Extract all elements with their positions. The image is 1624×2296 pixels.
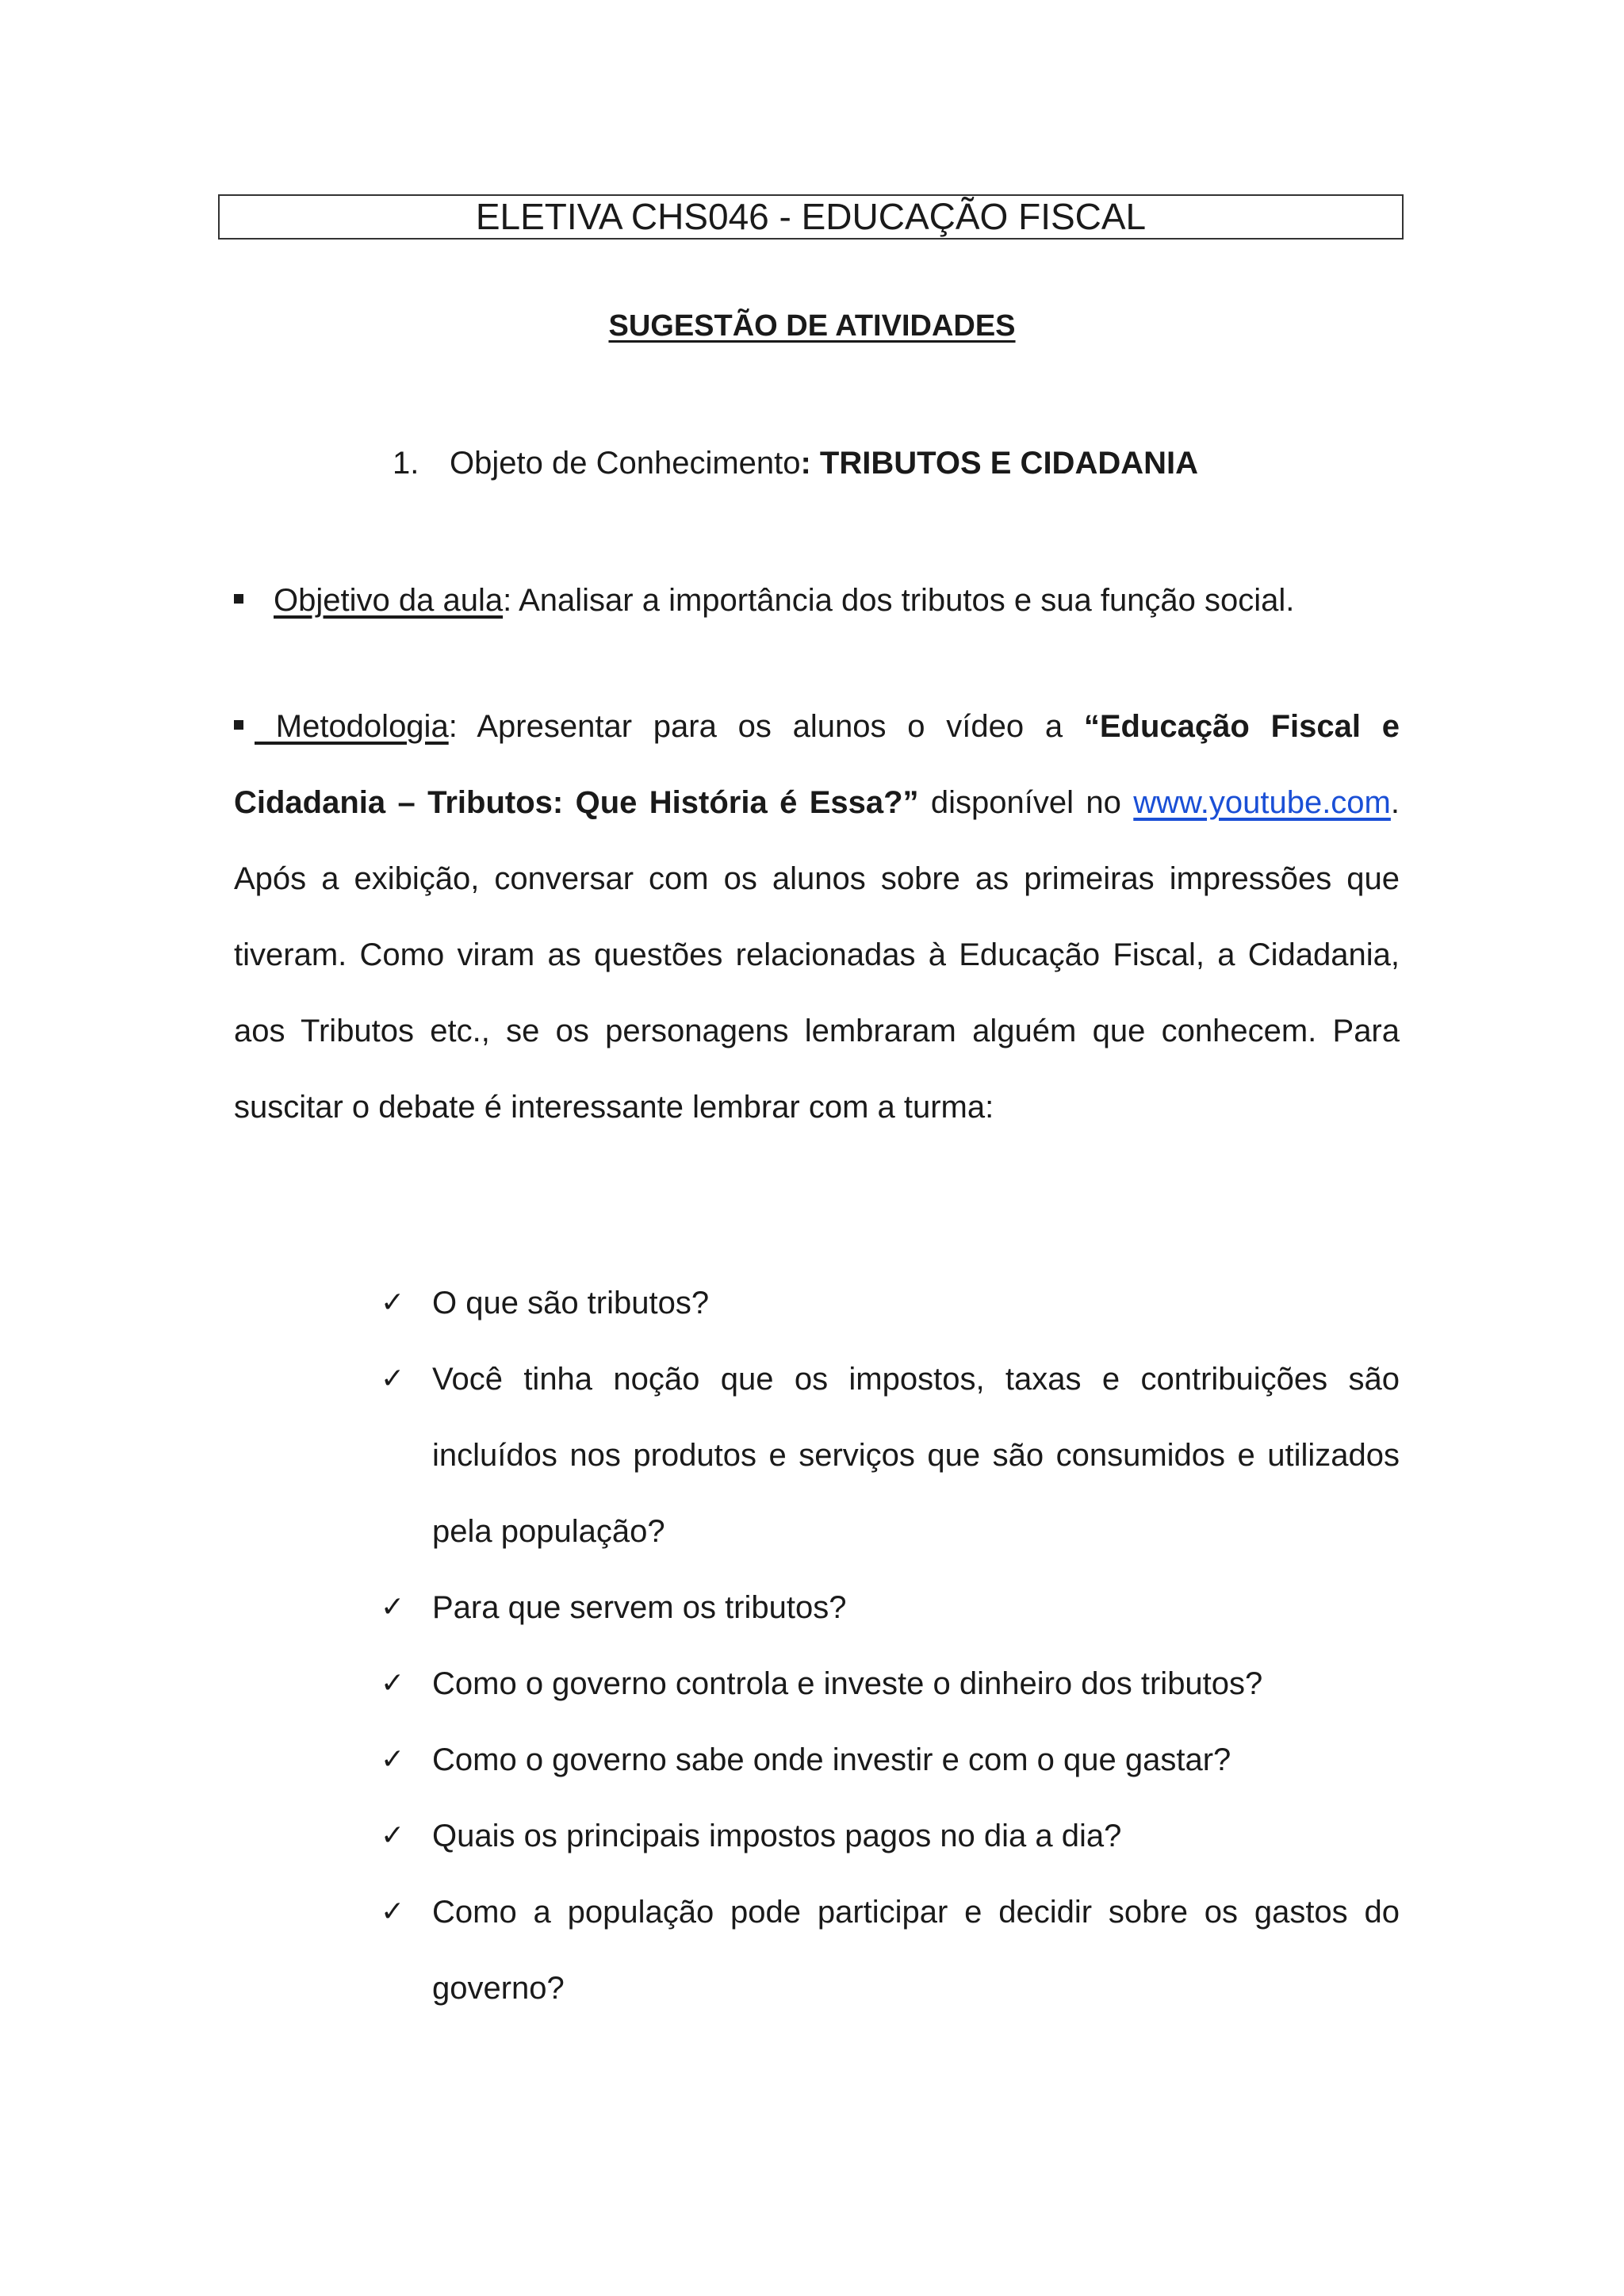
methodology-intro: : Apresentar para os alunos o vídeo a xyxy=(448,709,1084,744)
question-list xyxy=(381,1265,1400,2026)
objective-paragraph xyxy=(234,583,1294,619)
objective-text: : Analisar a importância dos tributos e sua função social. xyxy=(503,583,1295,618)
list-item: ✓ Você tinha noção que os impostos, taxas e contribuições são incluídos nos produtos e serviços que são consumidos e utilizados pela população? xyxy=(381,1341,1400,1570)
check-icon: ✓ xyxy=(381,1743,405,1776)
check-icon: ✓ xyxy=(381,1363,405,1395)
check-icon: ✓ xyxy=(381,1286,405,1319)
list-item: ✓ O que são tributos? xyxy=(381,1265,1400,1341)
section-topic: : TRIBUTOS E CIDADANIA xyxy=(800,446,1198,481)
square-bullet-icon xyxy=(234,720,243,730)
section-heading xyxy=(393,446,1198,481)
list-item: ✓ Quais os principais impostos pagos no dia a dia? xyxy=(381,1798,1400,1874)
youtube-link[interactable]: www.youtube.com xyxy=(1133,785,1391,820)
list-item: ✓ Para que servem os tributos? xyxy=(381,1570,1400,1646)
methodology-paragraph xyxy=(234,688,1400,1145)
methodology-available: disponível no xyxy=(918,785,1134,820)
check-icon: ✓ xyxy=(381,1591,405,1623)
check-icon: ✓ xyxy=(381,1895,405,1928)
objective-label: Objetivo da aula xyxy=(274,583,504,618)
list-item: ✓ Como o governo sabe onde investir e com o que gastar? xyxy=(381,1722,1400,1798)
document-title: ELETIVA CHS046 - EDUCAÇÃO FISCAL xyxy=(218,194,1404,240)
methodology-rest: . Após a exibição, conversar com os alunos sobre as primeiras impressões que tiveram. Como viram as questões relacionadas à Educação Fiscal, a Cidadania, aos Tributos etc., se os personagens lembraram alguém que conhecem. Para suscitar o debate é interessante lembrar com a turma: xyxy=(234,785,1400,1125)
section-number: 1. xyxy=(393,446,419,481)
list-item: ✓ Como a população pode participar e decidir sobre os gastos do governo? xyxy=(381,1874,1400,2026)
video-title: “Educação Fiscal e Cidadania – Tributos: Que História é Essa?” xyxy=(234,709,1400,820)
list-item: ✓ Como o governo controla e investe o dinheiro dos tributos? xyxy=(381,1646,1400,1722)
activities-subtitle: SUGESTÃO DE ATIVIDADES xyxy=(608,309,1016,343)
methodology-label: Metodologia xyxy=(255,709,449,744)
check-icon: ✓ xyxy=(381,1819,405,1852)
square-bullet-icon xyxy=(234,594,243,604)
check-icon: ✓ xyxy=(381,1667,405,1700)
section-label: Objeto de Conhecimento xyxy=(450,446,801,481)
